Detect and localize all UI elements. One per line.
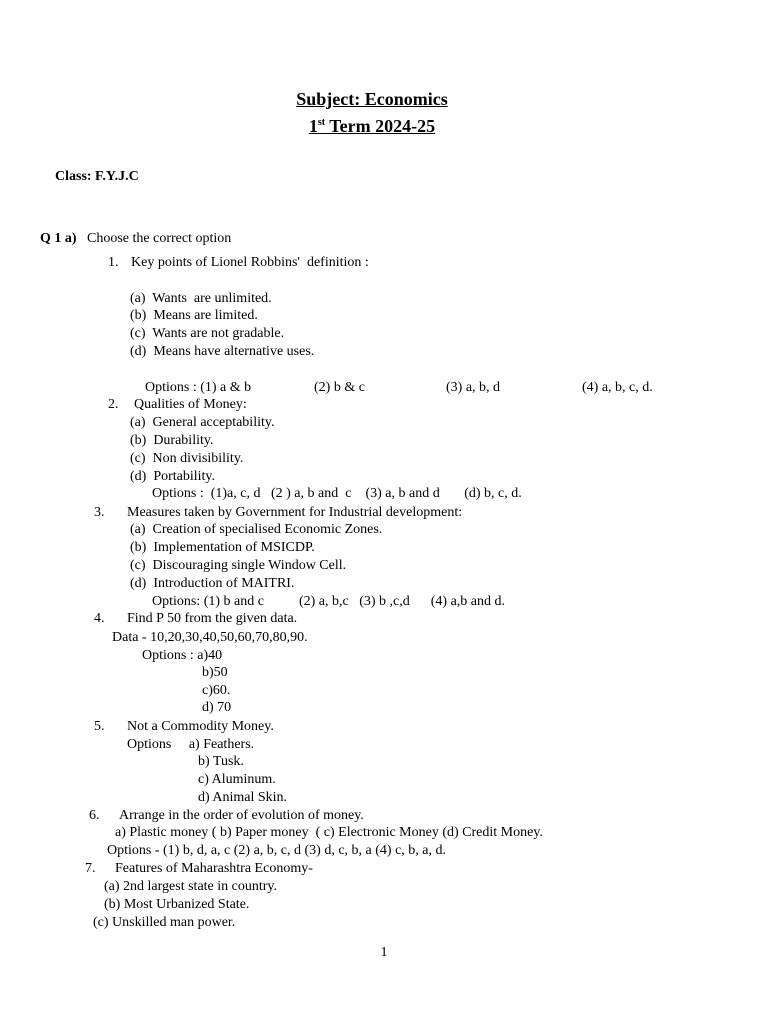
choice: (d) Introduction of MAITRI.: [130, 576, 295, 591]
item-text: Find P 50 from the given data.: [127, 611, 298, 626]
option: (3) a, b, d: [446, 380, 501, 395]
question-instruction: Choose the correct option: [87, 231, 232, 246]
choice: (a) General acceptability.: [130, 415, 275, 430]
option: b) Tusk.: [198, 754, 244, 769]
item-number: 2.: [108, 397, 119, 412]
option: (4) a, b, c, d.: [582, 380, 653, 395]
choice: (c) Wants are not gradable.: [130, 326, 285, 341]
page-number: 1: [380, 945, 388, 960]
item-number: 7.: [85, 861, 96, 876]
choice: (c) Unskilled man power.: [93, 915, 236, 930]
item-number: 3.: [94, 505, 105, 520]
choice: (a) Creation of specialised Economic Zones.: [130, 522, 383, 537]
option: Options : (1) a & b: [145, 380, 252, 395]
item-text: Arrange in the order of evolution of money.: [119, 808, 364, 823]
data-line: Data - 10,20,30,40,50,60,70,80,90.: [112, 630, 308, 645]
option: c) Aluminum.: [198, 772, 276, 787]
item-number: 4.: [94, 611, 105, 626]
subject-title: Subject: Economics: [296, 89, 448, 109]
option: (2) b & c: [314, 380, 365, 395]
choice: (b) Most Urbanized State.: [104, 897, 250, 912]
option: Options a) Feathers.: [127, 737, 255, 752]
option: d) 70: [202, 700, 232, 715]
option: Options : a)40: [142, 648, 223, 663]
choice: (c) Discouraging single Window Cell.: [130, 558, 347, 573]
choice: (b) Durability.: [130, 433, 214, 448]
item-number: 1.: [108, 255, 119, 270]
options-line: Options - (1) b, d, a, c (2) a, b, c, d (3) d, c, b, a (4) c, b, a, d.: [107, 843, 447, 858]
term-number: 1: [308, 116, 318, 136]
term-suffix: st: [317, 117, 326, 128]
term-title: [0, 112, 744, 137]
class-label: Class: F.Y.J.C: [55, 169, 139, 184]
term-rest: Term 2024-25: [325, 116, 436, 136]
choice: (a) Wants are unlimited.: [130, 291, 272, 306]
item-number: 5.: [94, 719, 105, 734]
choice: (b) Implementation of MSICDP.: [130, 540, 315, 555]
choice: (b) Means are limited.: [130, 308, 258, 323]
item-text: Qualities of Money:: [134, 397, 247, 412]
option: d) Animal Skin.: [198, 790, 288, 805]
options-line: Options: (1) b and c (2) a, b,c (3) b ,c,d (4) a,b and d.: [152, 594, 506, 609]
choice: (a) 2nd largest state in country.: [104, 879, 278, 894]
item-text: Not a Commodity Money.: [127, 719, 274, 734]
item-text: Features of Maharashtra Economy-: [115, 861, 313, 876]
item-text: Measures taken by Government for Industrial development:: [127, 505, 463, 520]
sequence-line: a) Plastic money ( b) Paper money ( c) Electronic Money (d) Credit Money.: [115, 825, 543, 840]
question-label: Q 1 a): [40, 231, 77, 246]
item-text: Key points of Lionel Robbins' definition :: [131, 255, 369, 270]
choice: (c) Non divisibility.: [130, 451, 244, 466]
choice: (d) Portability.: [130, 469, 216, 484]
choice: (d) Means have alternative uses.: [130, 344, 315, 359]
item-number: 6.: [89, 808, 100, 823]
option: c)60.: [202, 683, 231, 698]
option: b)50: [202, 665, 228, 680]
options-line: Options : (1)a, c, d (2 ) a, b and c (3) a, b and d (d) b, c, d.: [152, 486, 522, 501]
